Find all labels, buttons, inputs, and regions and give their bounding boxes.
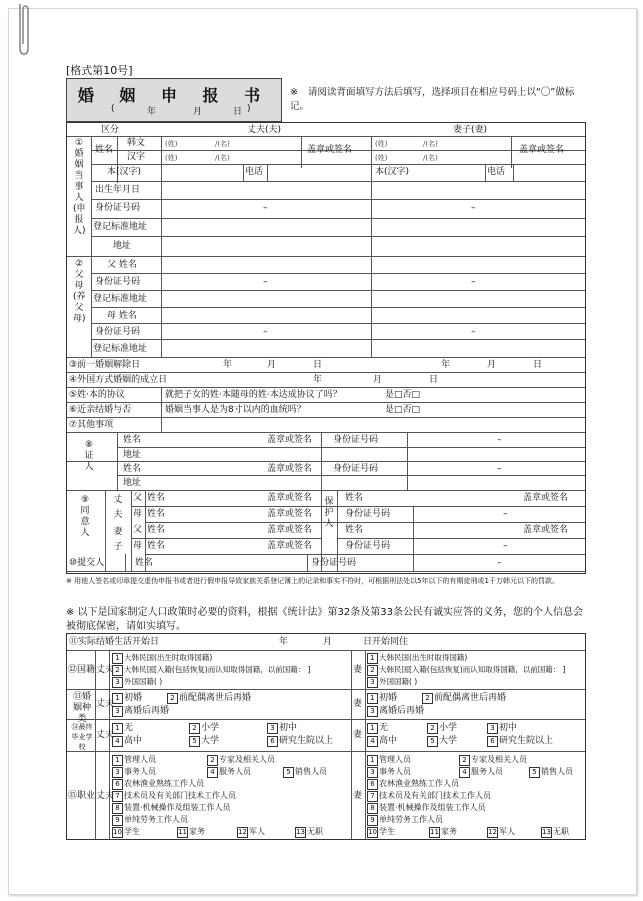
korean-label: 韩文 [127,138,146,148]
section6-yes-no[interactable]: 是□否□ [385,405,421,415]
occupation-wife-4[interactable]: 4 服务人员 [459,766,503,778]
education-husband-2[interactable]: 2 小学 [189,722,219,734]
occupation-wife-12[interactable]: 12 军人 [488,827,515,836]
occupation-husband-10[interactable]: 10 学生 [113,827,140,836]
guardian-label-1: 保护人 [324,497,334,529]
marriage-type-wife-1[interactable]: 1 初婚 [367,692,397,704]
education-wife-4[interactable]: 4 高中 [367,735,397,747]
nationality-wife-1[interactable]: 1 大韩民国(出生时取得国籍) [367,652,467,664]
occupation-husband-6[interactable]: 6 农林渔业熟练工作人员 [112,778,204,790]
marriage-type-wife-2[interactable]: 2 前配偶离世后再婚 [422,692,506,704]
occupation-wife-3[interactable]: 3 事务人员 [367,766,411,778]
occupation-wife-13[interactable]: 13 无职 [542,827,569,836]
section11-label: ⑪实际结婚生活开始日 [69,637,160,647]
occupation-wife-2[interactable]: 2 专家及相关人员 [459,754,527,766]
occupation-wife-6[interactable]: 6 农林渔业熟练工作人员 [367,778,459,790]
father-name-label: 父 姓名 [107,260,137,270]
phone-label-wife: 电话 [487,167,506,177]
occupation-husband-5[interactable]: 5 销售人员 [283,766,327,778]
nationality-wife-3[interactable]: 3 外国国籍( ) [367,676,417,688]
husband-seal[interactable]: 盖章或签名 [307,145,353,155]
section5-yes-no[interactable]: 是□否□ [385,390,421,400]
header-husband: 丈夫(夫) [247,125,282,135]
occupation-husband-13[interactable]: 13 无职 [296,827,323,836]
education-husband-4[interactable]: 4 高中 [112,735,142,747]
occupation-husband-4[interactable]: 4 服务人员 [207,766,251,778]
occupation-wife-11[interactable]: 11 家务 [430,827,457,836]
hanzi-label: 汉字 [127,152,146,162]
education-wife-1[interactable]: 1 无 [367,722,388,734]
marriage-form-table: 区分 丈夫(夫) 妻子(妻) ①婚姻当事人(申报人) 姓名 韩文 汉字 (姓) /(名) (姓) /(名) 盖章或签名 (姓) /(名) (姓) /(名) 盖章或签名 本(汉字) 电话 本(汉字) 电话 出生年月日 身份证号码 – – 登记标准地址 地址 ②父母(养父母) 父 姓名 身份证号码 – – 登记标准地址 母 姓名 身份证号码 – – 登记标准地址 ③前一婚姻解除日 年 月 日 年 月 日 ④外国方式婚姻的成立日 年 月 日 ⑤姓·本的协议 就把子女的姓·本随母的姓·本达成协议了吗？ 是□否□ ⑥近亲结婚与否 婚姻当事人是为8寸以内的血统吗？ 是□否□ ⑦其他事项 ⑧证人 姓名 盖章或签名 身份证号码 – 地址 姓名 盖章或签名 身份证号码 – 地址 ⑨同意人 丈夫 妻子 父 姓名 盖章或签名 母 姓名 盖章或签名 父 姓名 盖章或签名 母 姓名 盖章或签名 保护人 姓名 盖章或签名 身份证号码 – 姓名 盖章或签名 身份证号码 – ⑩提交人 姓名 身份证号码 – [66,122,586,574]
occupation-husband-11[interactable]: 11 家务 [178,827,205,836]
section13-label: ⑬婚姻种类 [72,692,91,724]
occupation-husband-9[interactable]: 9 单纯劳务工作人员 [112,814,188,826]
statistics-table: ⑪实际结婚生活开始日 年 月 日开始同住 ⑫国籍 丈夫 1 大韩民国(出生时取得国籍) 2 大韩民国[入籍(包括恢复)而认知取得国籍，以前国籍： ] 3 外国国籍( ) 妻 1 大韩民国(出生时取得国籍) 2 大韩民国[入籍(包括恢复)而认知取得国籍，以前国籍： ] 3 外国国籍( ) ⑬婚姻种类 丈夫 1 初婚 2 前配偶离世后再婚 3 离婚后再婚 妻 1 初婚 2 前配偶离世后再婚 3 离婚后再婚 ⑭最终毕业学校 丈夫 1 无 2 小学 3 初中 4 高中 5 大学 6 研究生院以上 妻 1 无 2 小学 3 初中 4 高中 5 大学 6 研究生院以上 ⑮职业 丈夫 妻 1 管理人员 2 专家及相关人员 3 事务人员 4 服务人员 5 销售人员 6 农林渔业熟练工作人员 7 技术员及有关部门技术工作人员 8 装置·机械操作及组装工作人员 9 单纯劳务工作人员 10 学生 11 家务 12 军人 13 无职 1 管理人员 2 专家及相关人员 3 事务人员 4 服务人员 5 销售人员 6 农林渔业熟练工作人员 7 技术员及有关部门技术工作人员 8 装置·机械操作及组装工作人员 9 单纯劳务工作人员 10 学生 11 家务 12 军人 13 无职 [66,633,586,840]
section15-label: ⑮职业 [68,791,96,801]
occupation-wife-10[interactable]: 10 学生 [368,827,395,836]
origin-label: 本(汉字) [107,167,142,177]
section3-label: ③前一婚姻解除日 [69,360,141,370]
education-husband-5[interactable]: 5 大学 [189,735,219,747]
occupation-husband-3[interactable]: 3 事务人员 [112,766,156,778]
marriage-type-husband-3[interactable]: 3 离婚后再婚 [112,705,169,717]
section6-question: 婚姻当事人是为8寸以内的血统吗？ [165,405,306,415]
father-id-label: 身份证号码 [95,277,141,287]
section8-label: ⑧证人 [84,440,94,472]
mother-id-label: 身份证号码 [95,327,141,337]
occupation-husband-1[interactable]: 1 管理人员 [112,754,156,766]
occupation-wife-5[interactable]: 5 销售人员 [529,766,573,778]
section7-label: ⑦其他事项 [69,420,114,430]
occupation-husband-12[interactable]: 12 军人 [238,827,265,836]
education-wife-5[interactable]: 5 大学 [427,735,457,747]
section5-question: 就把子女的姓·本随母的姓·本达成协议了吗？ [165,390,342,400]
section5-label: ⑤姓·本的协议 [69,390,125,400]
marriage-type-husband-1[interactable]: 1 初婚 [112,692,142,704]
nationality-husband-2[interactable]: 2 大韩民国[入籍(包括恢复)而认知取得国籍，以前国籍： ] [112,664,311,676]
name-label: 姓名 [95,145,114,155]
occupation-wife-7[interactable]: 7 技术员及有关部门技术工作人员 [367,790,491,802]
occupation-husband-2[interactable]: 2 专家及相关人员 [207,754,275,766]
wife-seal[interactable]: 盖章或签名 [519,145,565,155]
addr-label: 地址 [113,241,132,251]
consent-wife: 妻子 [113,527,123,552]
education-husband-1[interactable]: 1 无 [112,722,133,734]
occupation-wife-9[interactable]: 9 单纯劳务工作人员 [367,814,443,826]
marriage-type-husband-2[interactable]: 2 前配偶离世后再婚 [167,692,251,704]
header-category: 区分 [101,125,120,135]
page-title: 婚 姻 申 报 书 [77,86,271,105]
nationality-husband-3[interactable]: 3 外国国籍( ) [112,676,162,688]
phone-label: 电话 [245,167,264,177]
section12-label: ⑫国籍 [68,665,96,675]
occupation-wife-8[interactable]: 8 装置·机械操作及组装工作人员 [367,802,486,814]
section10-label: ⑩提交人 [69,558,105,568]
occupation-wife-1[interactable]: 1 管理人员 [367,754,411,766]
section6-label: ⑥近亲结婚与否 [69,405,132,415]
reg-addr-label: 登记标准地址 [93,222,148,232]
occupation-husband-8[interactable]: 8 装置·机械操作及组装工作人员 [112,802,231,814]
statistics-note: ※ 以下是国家制定人口政策时必要的资料，根据《统计法》第32条及第33条公民有诚实应答的义务，您的个人信息会被彻底保密，请如实填写。 [66,607,584,632]
legal-warning: ※ 用他人签名或印章提交虚伪申报书或者进行假申报导致家族关系登记簿上的记录和事实不符时，可根据刑法处以5年以下的有期徒刑或1千万韩元以下的罚款。 [66,577,559,585]
mother-name-label: 母 姓名 [107,311,137,321]
id-label: 身份证号码 [95,203,141,213]
form-code: [格式第10号] [66,64,133,77]
origin-label-wife: 本(汉字) [375,167,410,177]
education-wife-3[interactable]: 3 初中 [487,722,517,734]
birth-label: 出生年月日 [95,185,141,195]
section14-label: ⑭最终毕业学校 [71,723,93,751]
father-reg-addr-label: 登记标准地址 [93,294,148,304]
header-wife: 妻子(妻) [453,125,488,135]
section11-suffix: 日开始同住 [363,637,409,647]
consent-husband: 丈夫 [113,495,123,520]
paperclip-icon [14,0,32,58]
title-box: 婚 姻 申 报 书 ( 年 月 日 ) [66,78,282,122]
education-wife-6[interactable]: 6 研究生院以上 [487,735,553,747]
section9-label: ⑨同意人 [80,495,90,538]
section4-label: ④外国方式婚姻的成立日 [69,375,168,385]
nationality-husband-1[interactable]: 1 大韩民国(出生时取得国籍) [112,652,212,664]
marriage-type-wife-3[interactable]: 3 离婚后再婚 [367,705,424,717]
section1-label: ①婚姻当事人(申报人) [73,138,86,236]
education-wife-2[interactable]: 2 小学 [427,722,457,734]
nationality-wife-2[interactable]: 2 大韩民国[入籍(包括恢复)而认知取得国籍，以前国籍： ] [367,664,566,676]
occupation-husband-7[interactable]: 7 技术员及有关部门技术工作人员 [112,790,236,802]
mother-reg-addr-label: 登记标准地址 [93,344,148,354]
section2-label: ②父母(养父母) [73,259,86,324]
education-husband-3[interactable]: 3 初中 [267,722,297,734]
instruction-text: ※ 请阅读背面填写方法后填写，选择项目在相应号码上以“〇”做标记。 [290,87,575,112]
education-husband-6[interactable]: 6 研究生院以上 [267,735,333,747]
